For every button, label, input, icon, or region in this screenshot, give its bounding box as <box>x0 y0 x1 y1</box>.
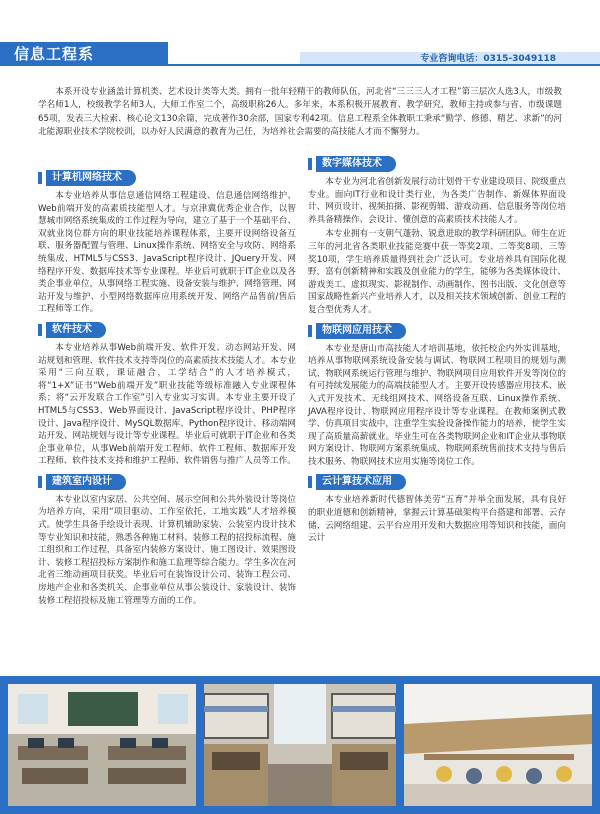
header-divider <box>168 64 600 66</box>
section-body: 本专业培养新时代德智体美劳“五育”并举全面发展，具有良好的职业道德和创新精神，掌握云计算基础架构平台搭建和部署、云存储、云网络组建、云平台应用开发和大数据应用等知识和技能，面向云计 <box>308 495 566 544</box>
section-header <box>308 156 566 172</box>
section-body-2: 本专业拥有一支朝气蓬勃、锐意进取的教学科研团队。师生在近三年的河北省各类职业技能竞赛中获一等奖2项、二等奖8项、三等奖10项，学生培养质量得到社会广泛认可。专业培养具有国际化视野，富有创新精神和实践及创业能力的学生，能够为各类媒体设计、游戏美工、虚拟现实、影视制作、动画制作、图书出版、文化创意等国家战略性新兴产业培养人才，以及相关技术领域创新、创业工程的复合型优秀人才。 <box>308 229 566 315</box>
section-body: 本专业是唐山市高技能人才培训基地，依托校企内外实训基地，培养从事物联网系统设备安装与调试、物联网工程项目的规划与测试、物联网系统运行管理与维护、物联网项目应用软件开发等岗位的有可持续发展能力的高端技能型人才。主要开设传感器应用技术、嵌入式开发技术、无线组网技术、网络设备互联、Linux操作系统、JAVA程序设计、物联网应用程序设计等专业课程。在教师案例式教学、仿真项目实战中，注重学生实验设备操作能力的培养，使学生实现了高质量高薪就业。毕业生可在各类物联网企业和IT企业从事物联网方案设计、物联网方案系统集成、物联网系统售前技术支持与售后技术服务、物联网技术应用实施等岗位工作。 <box>308 343 566 467</box>
right-column <box>308 150 566 547</box>
section-iot <box>308 323 566 469</box>
bullet-marker <box>308 476 312 488</box>
section-title: 软件技术 <box>46 322 106 338</box>
bullet-marker <box>308 158 312 170</box>
section-body: 本专业为河北省创新发展行动计划骨干专业建设项目、院级重点专业。面向IT行业和设计类行业，为各类广告制作、新媒体界面设计、网页设计、视频拍摄、影视剪辑、游戏动画、信息服务等岗位培养具备精操作、会设计、懂创意的高素质技术技能人才。 <box>308 177 566 225</box>
bullet-marker <box>38 324 42 336</box>
section-body: 本专业以室内家居、公共空间、展示空间和公共外装设计等岗位为培养方向，采用“项目驱动、工作室依托、工地实践”人才培养模式。使学生具备手绘设计表现、计算机辅助家装、公装室内设计技术等专业知识和技能，熟悉各种施工材料、装修工程的招投标流程、施工组织和工作过程，具备室内装修方案设计、施工图设计、效果图设计、装修工程招投标方案制作和施工监理等综合能力。学生多次在河北省三维动画项目获奖。毕业后可在装饰设计公司、装饰工程公司、房地产企业和各类机关、企事业单位从事公装设计、家装设计、装饰装修工程招投标及施工管理等方面的工作。 <box>38 494 296 606</box>
section-body: 本专业培养从事信息通信网络工程建设、信息通信网络维护、Web前端开发的高素质技能型人才。与京津冀优秀企业合作，以智慧城市网络系统集成的工作过程为导向，建立了基于一个基础平台、双就业岗位群方向的职业技能培养课程体系，主要开设网络设备互联、服务器配置与管理、Linux操作系统、网络安全与攻防、网络系统集成、HTML5与CSS3、JavaScript程序设计、JQuery开发、网络程序开发、数据库技术等专业课程。毕业后可就职于IT企业以及各类企事业单位，从事网络工程实施、设备安装与维护、网络管理、网站开发与维护、小型网络数据库应用系统开发、网络产品售前/售后工程师等工作。 <box>38 191 296 315</box>
section-title: 云计算技术应用 <box>316 474 406 490</box>
department-title-bar <box>0 42 168 66</box>
page-header <box>0 0 600 78</box>
section-title: 建筑室内设计 <box>46 474 126 490</box>
section-network <box>38 170 296 316</box>
section-header <box>38 170 296 186</box>
left-column <box>38 164 296 609</box>
section-software <box>38 322 296 468</box>
photo-strip <box>0 676 600 814</box>
section-header <box>38 474 296 490</box>
section-title: 数字媒体技术 <box>316 156 396 172</box>
hotline-text: 专业咨询电话：0315-3049118 <box>420 54 556 64</box>
section-header <box>308 323 566 339</box>
library-lounge-photo <box>404 684 592 806</box>
section-interior-design <box>38 474 296 607</box>
bullet-marker <box>308 325 312 337</box>
department-title: 信息工程系 <box>14 45 95 63</box>
dormitory-photo <box>204 684 396 806</box>
classroom-photo <box>8 684 196 806</box>
section-title: 物联网应用技术 <box>316 323 406 339</box>
bullet-marker <box>38 172 42 184</box>
intro-paragraph: 本系开设专业涵盖计算机类、艺术设计类等大类。拥有一批年轻精干的教师队伍，河北省“三三三人才工程”第三层次人选3人，市级教学名师1人，校级教学名师3人，大师工作室二个，高级职称26人。多年来，本系积极开展教育、教学研究，教师主持或参与省、市级课题65项，发表三大检索、核心论文130余篇，完成著作30余部，国家专利42项。信息工程系全体教职工秉承“勤学、修德、精艺、求新”的河北能源职业技术学院校训，以办好人民满意的教育为己任，为培养社会需要的高技能人才而不懈努力。 <box>38 87 562 137</box>
section-header <box>38 322 296 338</box>
bullet-marker <box>38 476 42 488</box>
section-title: 计算机网络技术 <box>46 170 136 186</box>
section-digital-media <box>308 156 566 317</box>
section-body: 本专业培养从事Web前端开发、软件开发、动态网站开发、网站规划和管理、软件技术支持等岗位的高素质技术技能人才。本专业采用“三向互联，课证融合，工学结合”的人才培养模式，将“1+X”证书“Web前端开发”职业技能等级标准融入专业课程体系；将“云开发联合工作室”引入专业实习实训。本专业主要开设了HTML5与CSS3、Web界面设计、JavaScript程序设计、PHP程序设计、Java程序设计、MySQL数据库、Python程序设计、移动端网站开发、网站规划与设计等专业课程。毕业后可就职于IT企业和各类企事业单位，从事Web前端开发工程师、软件工程师、数据库开发工程师、软件技术支持和维护工程师、软件销售与推广人员等工作。 <box>38 342 296 467</box>
section-header <box>308 474 566 490</box>
section-cloud <box>308 474 566 544</box>
